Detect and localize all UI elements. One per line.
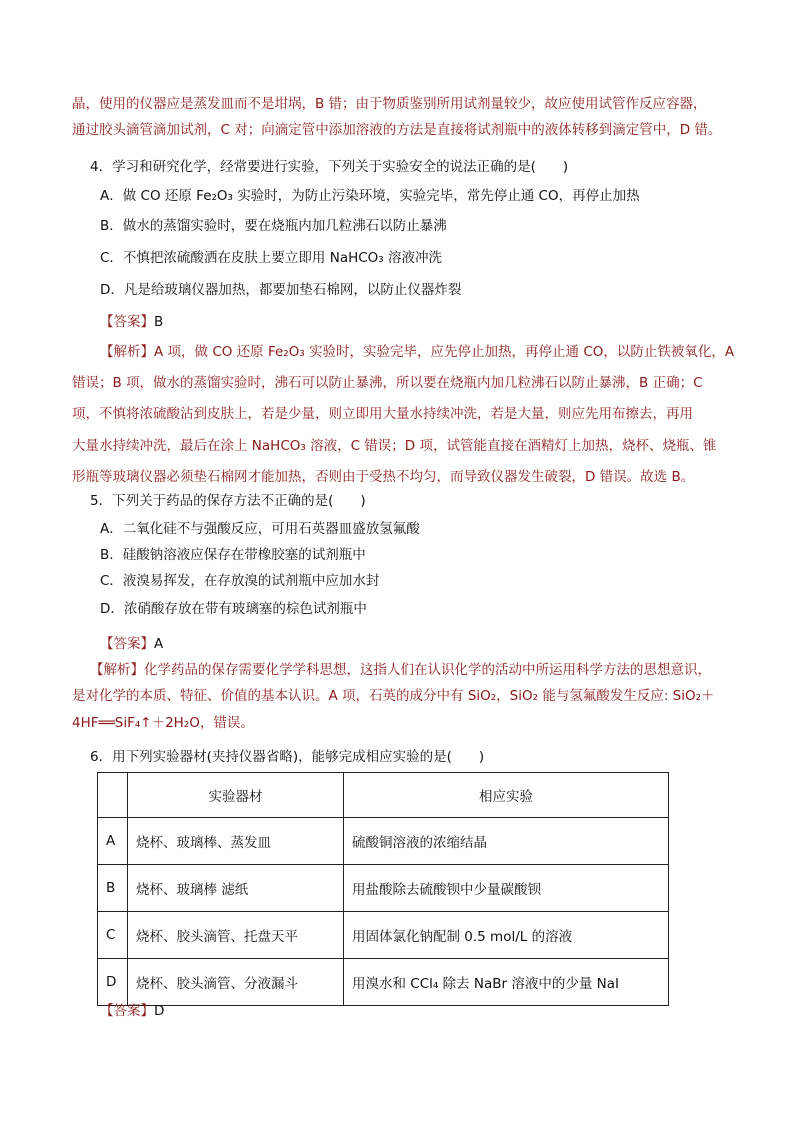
q5-answer bbox=[100, 634, 163, 654]
q4-answer bbox=[100, 312, 163, 332]
row-experiment: 硫酸铜溶液的浓缩结晶 bbox=[344, 818, 669, 865]
table-row bbox=[98, 865, 669, 912]
q5-analysis-line-3: 4HF══SiF₄↑＋2H₂O，错误。 bbox=[72, 715, 254, 731]
q5-option-c: C．液溴易挥发，在存放溴的试剂瓶中应加水封 bbox=[100, 573, 380, 589]
table-row bbox=[98, 818, 669, 865]
row-label: D bbox=[98, 959, 128, 1006]
table-row bbox=[98, 912, 669, 959]
row-experiment: 用盐酸除去硫酸钡中少量碳酸钡 bbox=[344, 865, 669, 912]
q4-option-d: D．凡是给玻璃仪器加热，都要加垫石棉网，以防止仪器炸裂 bbox=[100, 282, 462, 298]
q4-analysis-line-4: 大量水持续冲洗，最后在涂上 NaHCO₃ 溶液，C 错误；D 项，试管能直接在酒精灯上加热，烧杯、烧瓶、锥 bbox=[72, 438, 717, 454]
row-equipment: 烧杯、胶头滴管、托盘天平 bbox=[128, 912, 344, 959]
q4-option-a: A．做 CO 还原 Fe₂O₃ 实验时，为防止污染环境，实验完毕，常先停止通 CO，再停止加热 bbox=[100, 188, 640, 204]
q5-analysis-line-2: 是对化学的本质、特征、价值的基本认识。A 项，石英的成分中有 SiO₂，SiO₂ 能与氢氟酸发生反应: SiO₂＋ bbox=[72, 688, 715, 704]
prev-analysis-line-2: 通过胶头滴管滴加试剂，C 对；向滴定管中添加溶液的方法是直接将试剂瓶中的液体转移到滴定管中，D 错。 bbox=[72, 122, 722, 138]
row-equipment: 烧杯、玻璃棒、蒸发皿 bbox=[128, 818, 344, 865]
table-header-experiment: 相应实验 bbox=[344, 773, 669, 818]
q5-option-d: D．浓硝酸存放在带有玻璃塞的棕色试剂瓶中 bbox=[100, 601, 367, 617]
q6-table bbox=[97, 772, 669, 1006]
row-label: C bbox=[98, 912, 128, 959]
q4-answer-label: 【答案】 bbox=[100, 314, 154, 330]
q5-answer-label: 【答案】 bbox=[100, 636, 154, 652]
q4-analysis-line-1: 【解析】A 项，做 CO 还原 Fe₂O₃ 实验时，实验完毕，应先停止加热，再停止通 CO，以防止铁被氧化，A bbox=[100, 344, 735, 360]
prev-analysis-line-1: 晶，使用的仪器应是蒸发皿而不是坩埚，B 错；由于物质鉴别所用试剂量较少，故应使用试管作反应容器， bbox=[72, 96, 707, 112]
row-experiment: 用固体氯化钠配制 0.5 mol/L 的溶液 bbox=[344, 912, 669, 959]
q5-answer-value: A bbox=[154, 636, 164, 652]
q4-option-b: B．做水的蒸馏实验时，要在烧瓶内加几粒沸石以防止暴沸 bbox=[100, 218, 447, 234]
q4-analysis-line-2: 错误；B 项，做水的蒸馏实验时，沸石可以防止暴沸，所以要在烧瓶内加几粒沸石以防止暴沸，B 正确；C bbox=[72, 375, 703, 391]
q6-answer bbox=[100, 1001, 164, 1021]
q5-option-b: B．硅酸钠溶液应保存在带橡胶塞的试剂瓶中 bbox=[100, 547, 366, 563]
q6-answer-label: 【答案】 bbox=[100, 1003, 154, 1019]
row-equipment: 烧杯、玻璃棒 滤纸 bbox=[128, 865, 344, 912]
q4-answer-value: B bbox=[154, 314, 164, 330]
q4-analysis-line-5: 形瓶等玻璃仪器必须垫石棉网才能加热，否则由于受热不均匀，而导致仪器发生破裂，D 错误。故选 B。 bbox=[72, 469, 695, 485]
row-equipment: 烧杯、胶头滴管、分液漏斗 bbox=[128, 959, 344, 1006]
table-row bbox=[98, 959, 669, 1006]
table-header-blank bbox=[98, 773, 128, 818]
q4-option-c: C．不慎把浓硫酸洒在皮肤上要立即用 NaHCO₃ 溶液冲洗 bbox=[100, 250, 442, 266]
q6-stem: 6．用下列实验器材(夹持仪器省略)，能够完成相应实验的是( ) bbox=[90, 749, 485, 765]
q5-option-a: A．二氧化硅不与强酸反应，可用石英器皿盛放氢氟酸 bbox=[100, 521, 420, 537]
q4-analysis-line-3: 项，不慎将浓硫酸沾到皮肤上，若是少量，则立即用大量水持续冲洗，若是大量，则应先用布擦去，再用 bbox=[72, 406, 693, 422]
row-experiment: 用溴水和 CCl₄ 除去 NaBr 溶液中的少量 NaI bbox=[344, 959, 669, 1006]
q5-stem: 5．下列关于药品的保存方法不正确的是( ) bbox=[90, 493, 366, 509]
table-header-row bbox=[98, 773, 669, 818]
q5-analysis-line-1: 【解析】化学药品的保存需要化学学科思想，这指人们在认识化学的活动中所运用科学方法的思想意识， bbox=[90, 662, 711, 678]
row-label: A bbox=[98, 818, 128, 865]
q4-stem: 4．学习和研究化学，经常要进行实验，下列关于实验安全的说法正确的是( ) bbox=[90, 159, 569, 175]
q6-answer-value: D bbox=[154, 1003, 165, 1019]
table-header-equipment: 实验器材 bbox=[128, 773, 344, 818]
row-label: B bbox=[98, 865, 128, 912]
